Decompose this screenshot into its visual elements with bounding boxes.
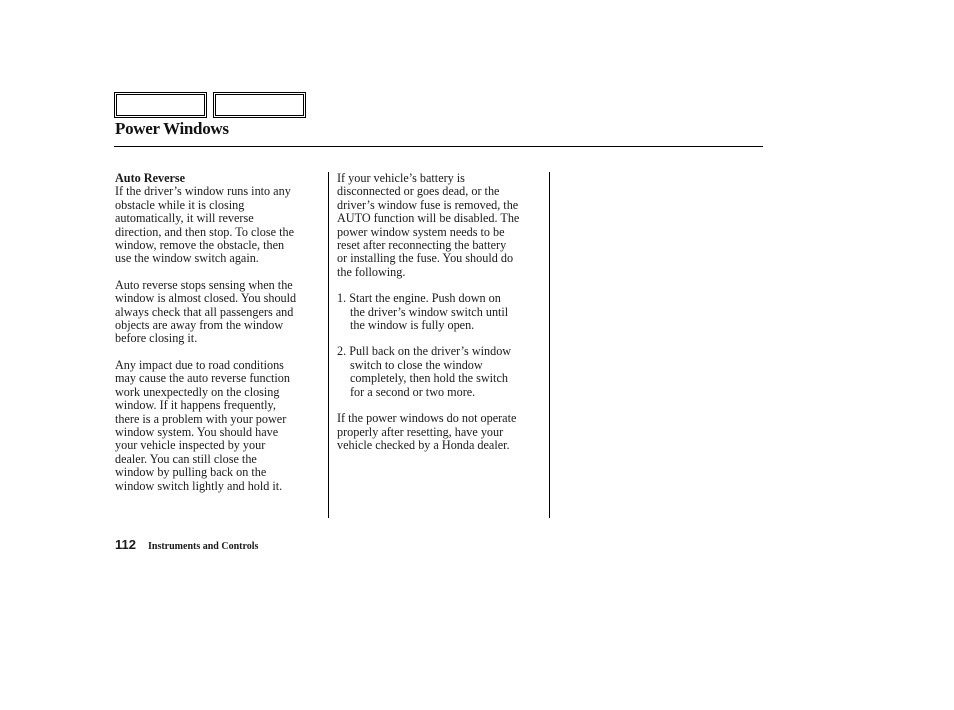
text-line: window, remove the obstacle, then	[115, 238, 285, 253]
text-line: the following.	[337, 264, 406, 279]
text-line: 2. Pull back on the driver’s window	[337, 344, 512, 359]
text-line: Any impact due to road conditions	[115, 357, 284, 372]
text-line: If your vehicle’s battery is	[337, 171, 465, 185]
paragraph	[115, 185, 320, 265]
text-line: switch to close the window	[350, 357, 483, 372]
text-line: window. If it happens frequently,	[115, 398, 276, 413]
title-divider	[114, 146, 763, 147]
text-line: properly after resetting, have your	[337, 424, 504, 439]
paragraph	[115, 279, 320, 346]
text-line: before closing it.	[115, 331, 198, 346]
text-line: driver’s window fuse is removed, the	[337, 197, 519, 212]
column-divider-1	[328, 172, 329, 518]
text-line: Auto reverse stops sensing when the	[115, 277, 293, 292]
text-line: or installing the fuse. You should do	[337, 251, 514, 266]
text-line: may cause the auto reverse function	[115, 371, 290, 386]
header-tab-box-2	[213, 92, 306, 118]
text-line: power window system needs to be	[337, 224, 505, 239]
text-line: window switch lightly and hold it.	[115, 478, 283, 493]
text-line: 1. Start the engine. Push down on	[337, 291, 501, 306]
text-line: direction, and then stop. To close the	[115, 224, 294, 239]
section-name: Instruments and Controls	[148, 541, 259, 552]
text-line: objects are away from the window	[115, 318, 284, 333]
text-line: window by pulling back on the	[115, 465, 267, 480]
text-line: window system. You should have	[115, 424, 279, 439]
column-divider-2	[549, 172, 550, 518]
text-line: obstacle while it is closing	[115, 197, 245, 212]
text-line: the driver’s window switch until	[350, 304, 509, 319]
paragraph	[115, 359, 320, 493]
paragraph	[337, 172, 542, 279]
page-title: Power Windows	[115, 119, 229, 138]
text-line: for a second or two more.	[350, 384, 476, 399]
text-line: disconnected or goes dead, or the	[337, 184, 500, 199]
header-tab-box-1	[114, 92, 207, 118]
paragraph	[337, 412, 542, 452]
text-line: work unexpectedly on the closing	[115, 384, 280, 399]
text-line: the window is fully open.	[350, 318, 475, 333]
text-line: dealer. You can still close the	[115, 451, 257, 466]
text-line: If the power windows do not operate	[337, 411, 517, 426]
text-line: vehicle checked by a Honda dealer.	[337, 437, 510, 452]
text-line: window is almost closed. You should	[115, 291, 297, 306]
text-line: there is a problem with your power	[115, 411, 287, 426]
text-line: always check that all passengers and	[115, 304, 294, 319]
text-line: completely, then hold the switch	[350, 371, 508, 386]
text-line: automatically, it will reverse	[115, 211, 254, 226]
text-line: use the window switch again.	[115, 251, 259, 266]
text-column-2	[337, 172, 542, 465]
numbered-step	[337, 292, 542, 332]
page-number: 112	[115, 537, 136, 552]
text-line: AUTO function will be disabled. The	[337, 211, 520, 226]
section-heading: Auto Reverse	[115, 171, 186, 185]
text-line: your vehicle inspected by your	[115, 438, 266, 453]
numbered-step	[337, 345, 542, 399]
text-line: reset after reconnecting the battery	[337, 238, 507, 253]
text-line: If the driver’s window runs into any	[115, 184, 291, 199]
text-column-1	[115, 172, 320, 506]
